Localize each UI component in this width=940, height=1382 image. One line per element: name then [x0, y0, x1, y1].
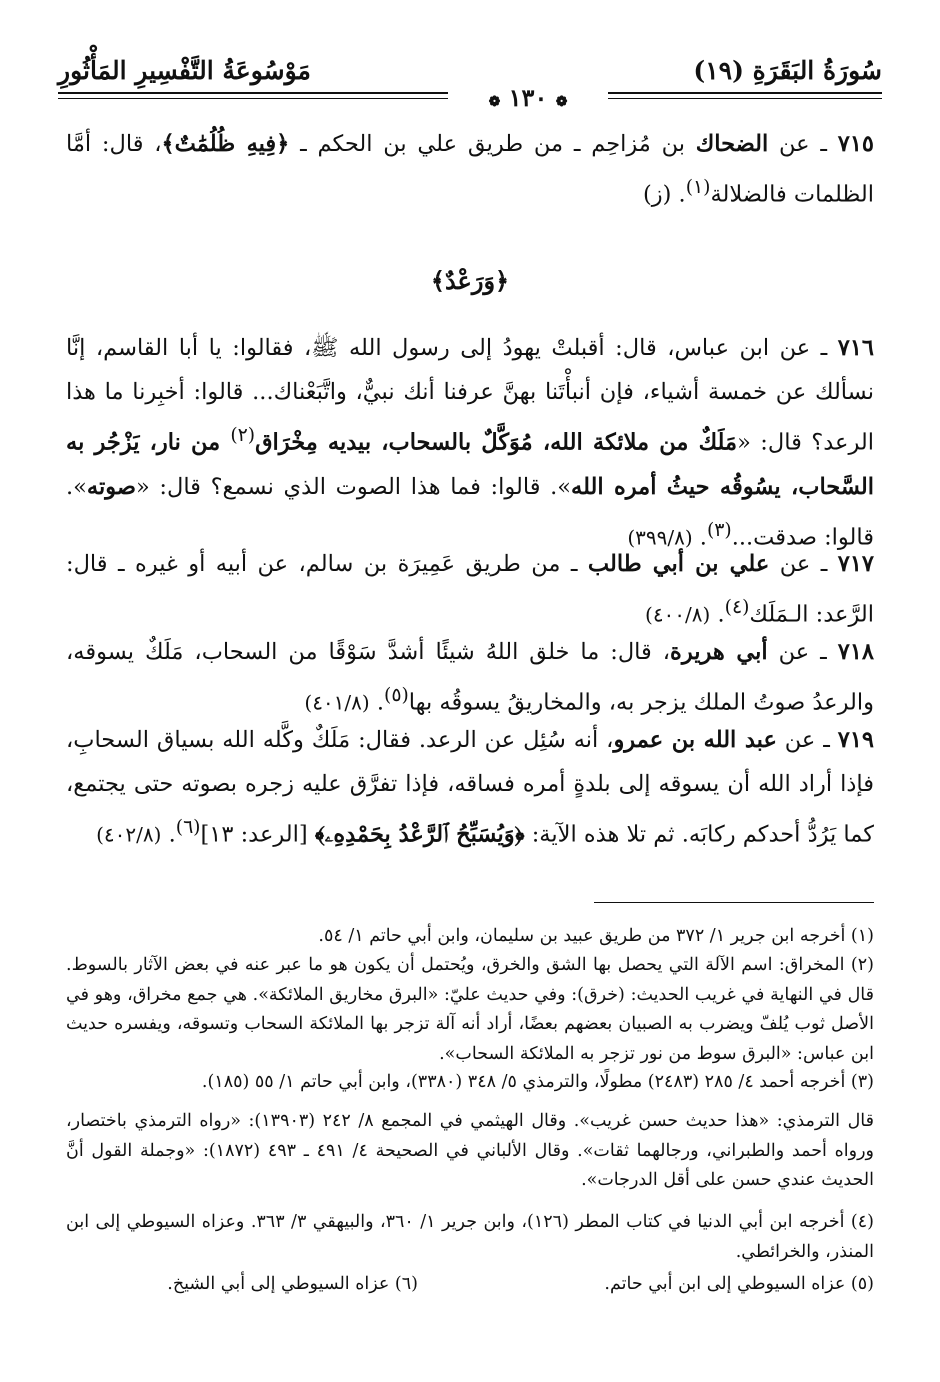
- volume-reference: (٤٠٠/٨): [645, 602, 711, 627]
- entry-text: [الرعد: ١٣]: [200, 821, 315, 848]
- entry-text: ـ عن: [767, 639, 838, 665]
- volume-reference: (٤٠١/٨): [304, 690, 370, 715]
- entry-text: ـ عن: [769, 551, 838, 577]
- narrator-name: أبي هريرة: [670, 639, 768, 665]
- page-number: ١٣٠: [508, 83, 548, 112]
- surah-title: سُورَةُ البَقَرَةِ (١٩): [693, 56, 882, 85]
- hadith-bold: صوته: [86, 473, 136, 500]
- entry-715: [66, 122, 874, 217]
- ornament-icon: ❁: [555, 94, 568, 110]
- entry-number: ٧١٨: [837, 639, 875, 665]
- entry-text: .: [161, 821, 176, 848]
- entry-719: [66, 718, 874, 857]
- entry-text: بن مُزاحِم ـ من طريق علي بن الحكم ـ: [289, 131, 696, 157]
- section-title: ﴿وَرَعْدٌ﴾: [430, 266, 510, 295]
- narrator-name: علي بن أبي طالب: [587, 551, 770, 577]
- entry-text: ، قال: أمَّا الظلمات فالضلالة: [66, 131, 874, 208]
- page-header: [58, 52, 882, 112]
- volume-reference: (٣٩٩/٨): [627, 525, 693, 549]
- entry-number: ٧١٩: [837, 727, 874, 753]
- entry-number: ٧١٥: [837, 131, 874, 157]
- entry-number: ٧١٦: [837, 335, 874, 361]
- narrator-name: عبد الله بن عمرو: [613, 727, 777, 753]
- quran-quote: ﴿فِيهِ ظُلُمَٰتٌ﴾: [161, 131, 290, 157]
- entry-text: ـ عن ابن عباس، قال: أقبلتْ يهودُ إلى رسول الله ﷺ، فقالوا: يا أبا القاسم، إنَّا نسألك عن خمسة أشياء، فإن أنبأْتَنا بهنَّ عرفنا أنك نبيٌّ، واتَّبَعْناك... قالوا: أخبِرنا ما هذا الرعد؟ قال: «: [66, 335, 875, 456]
- footnote-marker: (٤): [724, 597, 750, 618]
- footnote-separator: [594, 902, 874, 903]
- entry-text: ـ من طريق عَمِيرَة بن سالم، عن أبيه أو غيره ـ قال: الرَّعد: الـمَلَك: [66, 551, 874, 628]
- entry-text: . (ز): [642, 181, 686, 208]
- footnote-5: (٥) عزاه السيوطي إلى ابن أبي حاتم.: [604, 1274, 874, 1294]
- footnote-3-continued: قال الترمذي: «هذا حديث حسن غريب». وقال الهيثمي في المجمع ٨/ ٢٤٢ (١٣٩٠٣): «رواه الترمذي باختصار، ورواه أحمد والطبراني، ورجالهما ثقات». وقال الألباني في الصحيحة ٤/ ٤٩١ ـ ٤٩٣ (١٨٧٢): «وجملة القول أنَّ الحديث عندي حسن على أقل الدرجات».: [66, 1111, 875, 1190]
- footnote-marker: (٢): [230, 425, 256, 446]
- entry-text: ». قالوا: فما هذا الصوت الذي نسمع؟ قال: «: [135, 473, 572, 500]
- footnote-1: (١) أخرجه ابن جرير ١/ ٣٧٢ من طريق عبيد بن سليمان، وابن أبي حاتم ١/ ٥٤.: [318, 926, 874, 946]
- page-number-box: [448, 83, 608, 114]
- footnote-3: (٣) أخرجه أحمد ٤/ ٢٨٥ (٢٤٨٣) مطولًا، والترمذي ٥/ ٣٤٨ (٣٣٨٠)، وابن أبي حاتم ١/ ٥٥ (١٨٥).: [201, 1072, 874, 1092]
- entry-text: ، قال: ما خلق اللهُ شيئًا أشدَّ سَوْقًا من السحاب، مَلَكٌ يسوقه، والرعدُ صوتُ الملك يزجر به، والمخاريقُ يسوقُه بها: [66, 639, 874, 716]
- footnote-4: (٤) أخرجه ابن أبي الدنيا في كتاب المطر (١٢٦)، وابن جرير ١/ ٣٦٠، والبيهقي ٣/ ٣٦٣. وعزاه السيوطي إلى ابن المنذر، والخرائطي.: [66, 1212, 874, 1262]
- quran-quote: ﴿وَيُسَبِّحُ ٱلرَّعْدُ بِحَمْدِهِۦ﴾: [314, 821, 525, 848]
- footnote-marker: (٦): [175, 817, 201, 838]
- entry-text: ، أنه سُئِل عن الرعد. فقال: مَلَكٌ وكَّله الله بسياق السحابِ، فإذا أراد الله أن يسوقه إلى بلدةٍ أمره فساقه، فإذا تفرَّق عليه زجره بصوته حتى يجتمع، كما يَرُدُّ أحدكم ركابَه. ثم تلا هذه الآية:: [66, 727, 874, 848]
- narrator-name: الضحاك: [695, 131, 769, 157]
- footnote-marker: (٣): [706, 519, 732, 541]
- entry-number: ٧١٧: [837, 551, 874, 577]
- entry-text: ». قالوا: صدقت...: [66, 473, 874, 550]
- footnote-6: (٦) عزاه السيوطي إلى أبي الشيخ.: [167, 1274, 418, 1294]
- entry-718: [66, 630, 874, 725]
- entry-text: ـ عن: [776, 727, 838, 753]
- ornament-icon: ❁: [488, 94, 501, 110]
- footnote-marker: (١): [685, 177, 711, 198]
- entry-text: .: [369, 689, 385, 716]
- volume-reference: (٤٠٢/٨): [96, 822, 162, 847]
- hadith-bold: مَلَكٌ من ملائكة الله، مُوَكَّلٌ بالسحاب، بيديه مِخْرَاق: [255, 429, 738, 456]
- footnote-2: (٢) المخراق: اسم الآلة التي يحصل بها الشق والخرق، ويُحتمل أن يكون هو ما عبر عنه في بعض الآثار بالسوط. قال في النهاية في غريب الحديث: (خرق): وفي حديث عليّ: «البرق مخاريق الملائكة». هي جمع مخراق، وهو في الأصل ثوب يُلفّ ويضرب به الصبيان بعضهم بعضًا، أراد أنه آلة تزجر بها الملائكة السحاب وتسوقه، ويفسره حديث ابن عباس: «البرق سوط من نور تزجر به الملائكة السحاب».: [66, 955, 874, 1064]
- entry-716: [66, 326, 874, 559]
- entry-717: [66, 542, 874, 637]
- hadith-bold: من نار، يَزْجُر به السَّحاب، يسُوقُه حيثُ أمره الله: [66, 429, 874, 500]
- entry-text: .: [692, 524, 707, 550]
- entry-text: .: [710, 601, 725, 628]
- entry-text: ـ عن: [768, 131, 838, 157]
- footnote-marker: (٥): [384, 685, 409, 706]
- book-title: مَوْسُوعَةُ التَّفْسِيرِ المَأْثُورِ: [58, 56, 311, 85]
